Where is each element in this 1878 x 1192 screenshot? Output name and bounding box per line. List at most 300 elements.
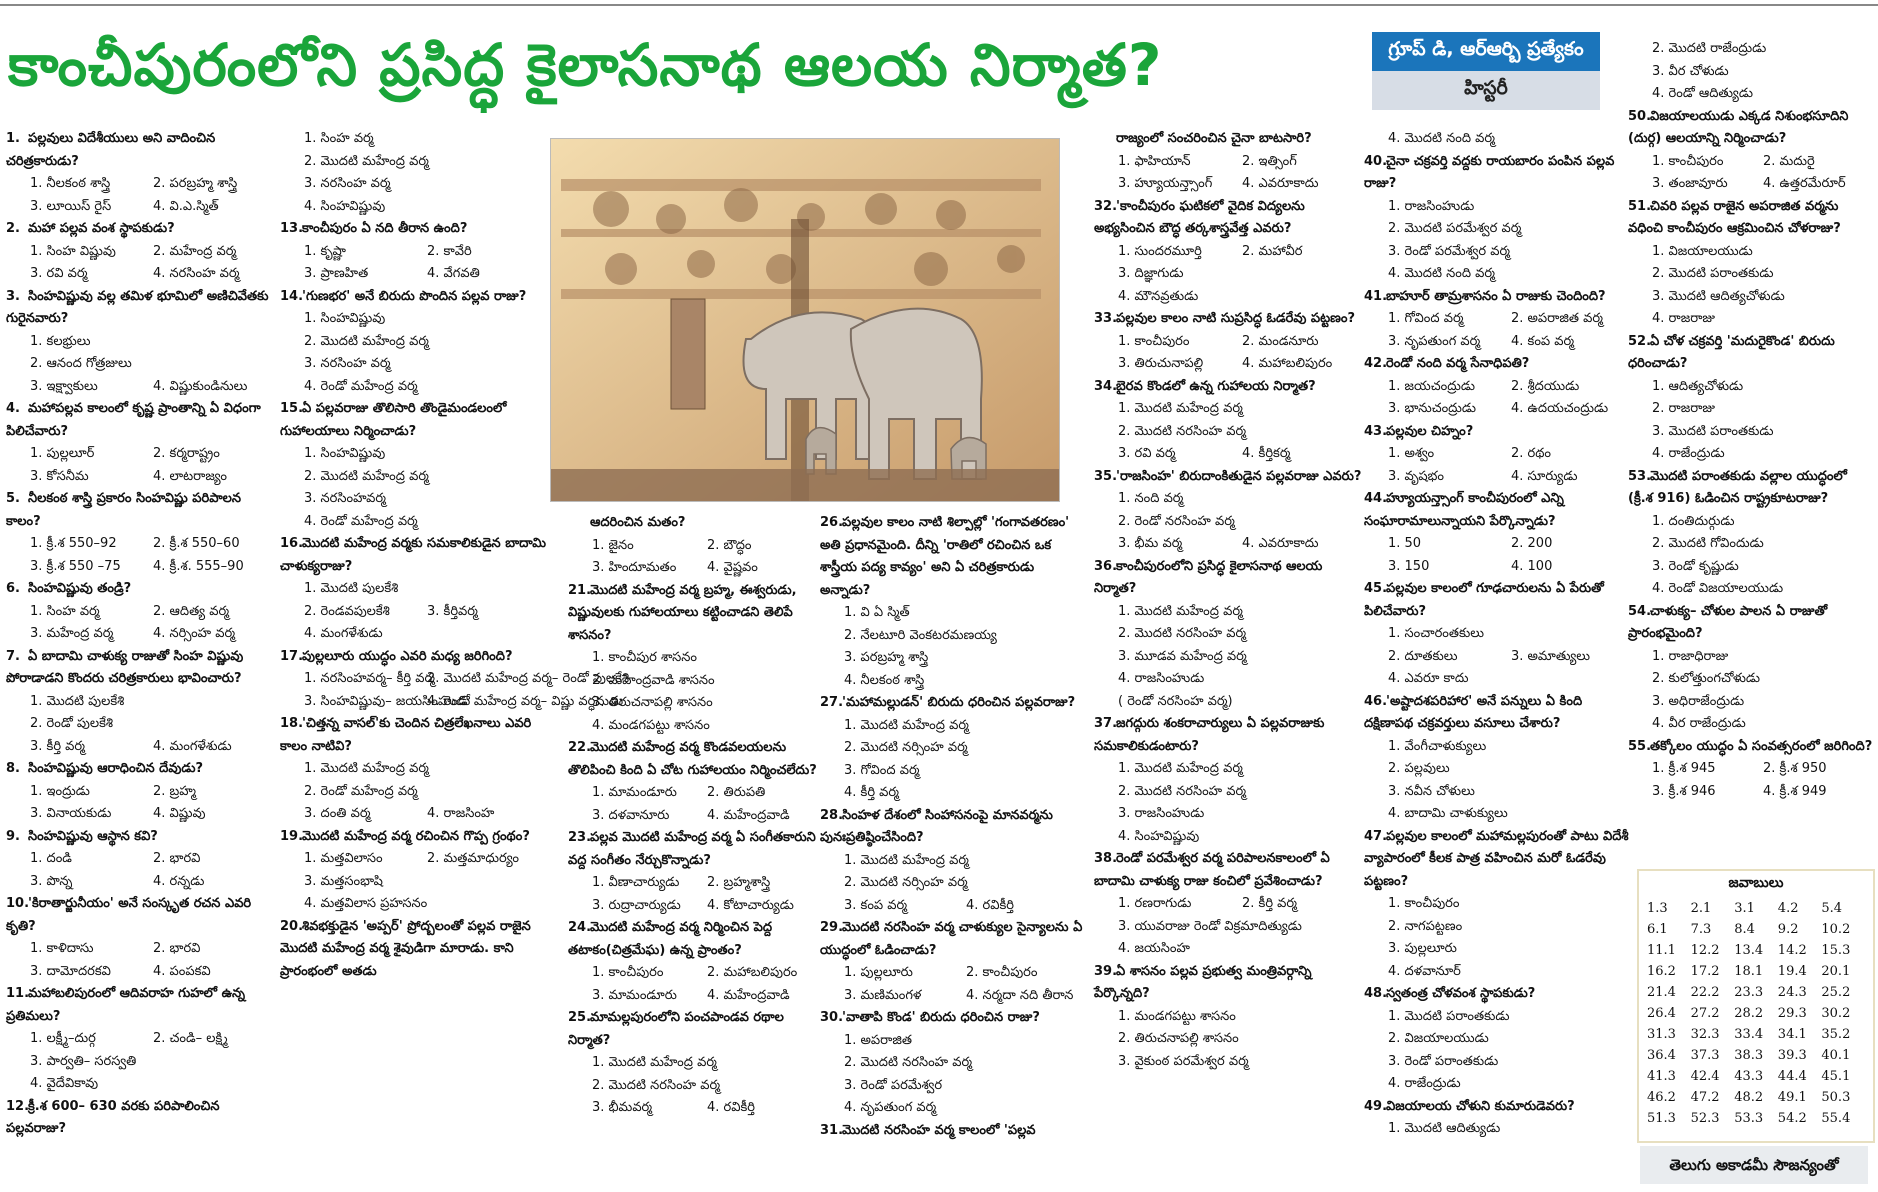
question-text [1364, 421, 1634, 444]
question-item [6, 488, 276, 578]
option [427, 466, 550, 489]
question-body: చివరి పల్లవ రాజైన అపరాజిత వర్మను వధించి కాంచీపురం ఆక్రమించిన చోళరాజు? [1628, 198, 1841, 236]
option: 3. గోవింద వర్మ [844, 762, 920, 778]
answer-entry: 52.3 [1690, 1111, 1720, 1126]
question-item [6, 218, 276, 286]
option: 3. హిందూమతం [592, 560, 677, 575]
option: 4. బాదామి చాళుక్యులు [1388, 806, 1508, 821]
question-item [1094, 848, 1366, 961]
question-number: 4. [6, 401, 20, 416]
option: 1. సింహ వర్మ [30, 603, 100, 619]
answer-entry: 43.3 [1734, 1069, 1764, 1084]
question-number: 24. [568, 920, 592, 935]
question-body: పల్లవ మొదటి మహేంద్ర వర్మ ఏ సంగీతకారుని వద్ద సంగీతం నేర్చుకొన్నాడు? [568, 830, 816, 868]
question-body: ఏ బాదామి చాళుక్య రాజుతో సింహ విష్ణువు పోరాడాడని కొందరు చరిత్రకారులు భావించారు? [6, 648, 244, 686]
question-item [1628, 736, 1874, 804]
option [427, 443, 550, 466]
option: 4. ఎవరూ కాదు [1388, 671, 1469, 686]
option: 3. తంజావూరు [1652, 176, 1728, 191]
question-item [1628, 106, 1874, 196]
option: 4. రాజసింహ [427, 806, 495, 821]
question-item [1364, 983, 1634, 1096]
option: 3. మొదటి ఆదిత్యచోళుడు [1652, 288, 1785, 304]
question-body: కాంచీపురం ఏ నది తీరాన ఉంది? [302, 221, 468, 236]
question-number: 11. [6, 986, 30, 1001]
option: 1. మొదటి పులకేశి [30, 693, 125, 709]
option: 1. మొదటి మహేంద్ర వర్మ [844, 852, 969, 868]
option: 1. దండి [30, 851, 72, 866]
answer-entry: 19.4 [1777, 964, 1807, 979]
option [1242, 781, 1366, 804]
option [1763, 398, 1874, 421]
option: 4. రెండో మహేంద్ర వర్మ– విష్ణు వర్ధనుడు [427, 693, 624, 709]
question-text [280, 826, 550, 849]
question-item [1364, 578, 1634, 691]
option-list [1628, 151, 1874, 196]
answer-entry: 34.1 [1777, 1027, 1807, 1042]
option: 1. జయచంద్రుడు [1388, 378, 1476, 394]
option: 4. వైష్ణవం [707, 560, 758, 575]
option: 1. రాజసింహుడు [1388, 198, 1475, 214]
option [1511, 803, 1634, 826]
question-number: 27. [820, 695, 844, 710]
question-item [6, 286, 276, 399]
option: 3. రుద్రాచార్యుడు [592, 897, 681, 913]
option [1511, 961, 1634, 984]
question-item [1364, 1096, 1634, 1141]
answer-entry: 21.4 [1647, 985, 1676, 1000]
option: 3. క్రీ.శ 550 –75 [30, 558, 121, 574]
option [707, 1075, 822, 1098]
question-item [280, 398, 550, 533]
option-list [1628, 511, 1874, 601]
question-item [280, 128, 550, 218]
answer-key-title: జవాబులు [1728, 875, 1784, 891]
question-body: మొదటి మహేంద్ర వర్మ బ్రహ్మ, ఈశ్వరుడు, విష్ణువులకు గుహాలయాలు కట్టించాడని తెలిపే శాసనం? [568, 582, 797, 643]
option-list [1364, 623, 1634, 691]
question-number: 8. [6, 761, 20, 776]
option [1763, 443, 1874, 466]
answer-key-grid [1639, 894, 1873, 1133]
option [1242, 1006, 1366, 1029]
question-item [1364, 488, 1634, 578]
option: 1. కాళిదాసు [30, 941, 94, 956]
option: 3. రెండో పరమేశ్వర వర్మ [1388, 243, 1511, 259]
option [1511, 263, 1634, 286]
question-text [1628, 601, 1874, 646]
option-list [280, 241, 550, 286]
option: 1. గోవింద వర్మ [1388, 311, 1464, 326]
option [1763, 691, 1874, 714]
option: 2. పరబ్రహ్మ శాస్త్రి [153, 176, 238, 191]
option: 3. కీర్తివర్మ [427, 603, 478, 619]
question-text [568, 737, 822, 782]
question-body: 'గుణభర' అనే బిరుదు పొందిన పల్లవ రాజు? [302, 288, 527, 304]
tag-exam: గ్రూప్ డి, ఆర్ఆర్బి ప్రత్యేకం [1372, 32, 1600, 71]
question-body: మహాబలిపురంలో ఆదివరాహ గుహలో ఉన్న ప్రతిమలు? [6, 986, 245, 1024]
option: 2. కీర్తి వర్మ [1242, 896, 1298, 911]
option: 3. కోసనీమ [30, 468, 89, 484]
question-text [1628, 196, 1874, 241]
option-list [6, 533, 276, 578]
option: 2. మండనూరు [1242, 333, 1319, 349]
option: 4. మహాబలిపురం [1242, 356, 1333, 371]
option: 4. కంప వర్మ [1511, 333, 1575, 349]
answer-entry: 13.4 [1734, 943, 1764, 958]
elephant-relief-illustration [551, 139, 1059, 501]
question-text [1364, 983, 1634, 1006]
option: 1. కాంచీపురం [592, 965, 664, 980]
option: 4. ఎవరూకాదు [1242, 536, 1319, 551]
question-number: 19. [280, 828, 304, 844]
answer-entry: 38.3 [1734, 1048, 1764, 1063]
question-text [1094, 848, 1366, 893]
option [1763, 286, 1874, 309]
question-text [568, 580, 822, 648]
question-item [568, 580, 822, 738]
option [1242, 263, 1366, 286]
option: 4. మౌనవ్రతుడు [1118, 288, 1199, 304]
option-list [820, 715, 1088, 805]
question-number: 10. [6, 896, 30, 911]
option-list [1094, 398, 1366, 466]
option: 2. మొదటి నర్సింహ వర్మ [844, 875, 968, 890]
option-list [1364, 376, 1634, 421]
option: 2. విజయాలయుడు [1388, 1031, 1489, 1046]
option: 3. రవి వర్మ [1118, 446, 1176, 461]
option [153, 353, 276, 376]
question-body: మహా పల్లవ వంశ స్థాపకుడు? [28, 221, 175, 236]
page-headline: కాంచీపురంలోని ప్రసిద్ధ కైలాసనాథ ఆలయ నిర్మాత? [8, 31, 1163, 99]
question-number: 53. [1628, 468, 1652, 484]
option [707, 1052, 822, 1075]
question-item [1628, 331, 1874, 466]
question-body: పల్లవుల కాలం నాటి సుప్రసిద్ధ ఓడరేవు పట్టణం? [1116, 311, 1356, 326]
option: 3. ఇక్ష్వాకులు [30, 378, 98, 394]
option: 3. రెండో కృష్ణుడు [1652, 558, 1739, 574]
answer-entry: 33.4 [1734, 1027, 1764, 1042]
question-number: 54. [1628, 603, 1652, 619]
option [1242, 938, 1366, 961]
option [966, 1075, 1088, 1098]
option: 4. కీర్తికర్మ [1242, 446, 1291, 461]
option: 2. రెండో పులకేశి [30, 716, 114, 731]
answer-entry: 9.2 [1777, 922, 1799, 937]
option [427, 893, 550, 916]
tag-subject: హిస్టరీ [1372, 71, 1600, 110]
option: 1. కాంచీపురం [1652, 153, 1724, 169]
question-body: మొదటి మహేంద్ర వర్మకు సమకాలికుడైన బాదామి చాళుక్యరాజు? [280, 536, 547, 574]
answer-entry: 5.4 [1821, 901, 1843, 916]
option: 4. నర్మదా నది తీరాన [966, 987, 1074, 1003]
option: 2. మొదటి నరసింహ వర్మ [592, 1077, 721, 1093]
option: 3. కంప వర్మ [844, 897, 908, 913]
question-body: ఏ పల్లవరాజు తొలిసారి తొండైమండలంలో గుహాలయాలు నిర్మించాడు? [280, 401, 507, 439]
answer-entry: 51.3 [1647, 1111, 1676, 1126]
option: 1. మొదటి మహేంద్ర వర్మ [1118, 401, 1243, 416]
option-list [1364, 1006, 1634, 1096]
question-item [280, 218, 550, 286]
option: 2. మొదటి నరసింహ వర్మ [844, 1055, 973, 1070]
option: 1. ఆదిత్యచోళుడు [1652, 378, 1744, 394]
option [1511, 893, 1634, 916]
option: 2. శ్రీదయుడు [1511, 378, 1580, 394]
option [707, 692, 822, 715]
option: 3. మత్తసంభాషి [304, 873, 383, 889]
question-number: 28. [820, 807, 844, 823]
option: 2. మహేంద్ర వర్మ [153, 243, 237, 259]
question-item [1094, 128, 1366, 196]
question-body: సింహళ దేశంలో సింహాసనంపై మానవర్మను పునఃప్రతిష్ఠించేసింది? [820, 807, 1053, 845]
option: 1. అపరాజిత [844, 1032, 912, 1048]
option-list [6, 691, 276, 759]
answer-entry: 46.2 [1647, 1090, 1676, 1105]
question-number: 31. [820, 1122, 844, 1138]
option: ( రెండో నరసింహ వర్మ) [1118, 693, 1233, 709]
question-text [1094, 713, 1366, 758]
question-body: కాంచీపురంలోని ప్రసిద్ధ కైలాసనాథ ఆలయ నిర్మాత? [1094, 558, 1323, 596]
question-item [568, 737, 822, 827]
option: 3. దంతి వర్మ [304, 806, 371, 821]
question-number: 30. [820, 1010, 844, 1025]
option: 2. భారవి [153, 851, 201, 866]
option: 2. భారవి [153, 941, 201, 956]
option: 2. కులోత్తుంగచోళుడు [1652, 671, 1761, 686]
option [1511, 128, 1634, 151]
question-body: రెండో నంది వర్మ సేనాధిపతి? [1386, 356, 1530, 371]
answer-entry: 17.2 [1690, 964, 1720, 979]
answer-entry: 44.4 [1777, 1069, 1807, 1084]
answer-entry: 54.2 [1777, 1111, 1807, 1126]
question-text [6, 578, 276, 601]
option: 4. నర్సింహ వర్మ [153, 626, 236, 641]
option: 2. బ్రహ్మ [153, 783, 197, 799]
question-number: 37. [1094, 716, 1118, 731]
option [1242, 1051, 1366, 1074]
option: 3. వృషభం [1388, 468, 1445, 484]
option: 3. లూయిస్ రైస్ [30, 198, 112, 214]
option: 3. సింహవిష్ణువు– జయసింహుడు [304, 693, 471, 709]
option [1511, 1118, 1634, 1141]
option: 4. సింహవిష్ణువు [1118, 828, 1200, 844]
section-tag [1372, 32, 1600, 110]
question-body: పల్లవుల కాలంలో గూఢచారులను ఏ పేరుతో పిలిచేవారు? [1364, 581, 1604, 619]
question-text [1364, 353, 1634, 376]
question-text [1364, 578, 1634, 623]
option: 1. మొదటి మహేంద్ర వర్మ [1118, 761, 1243, 776]
answer-entry: 45.1 [1821, 1069, 1851, 1084]
option: 1. పుల్లలూరు [844, 965, 913, 980]
option: 4. నృపతుంగ వర్మ [844, 1100, 937, 1115]
question-item [820, 805, 1088, 918]
question-number: 42. [1364, 356, 1388, 371]
question-item [6, 128, 276, 218]
question-item [280, 713, 550, 826]
option: 1. నీలకంఠ శాస్త్రి [30, 176, 111, 191]
question-text [1628, 466, 1874, 511]
question-body: పల్లవుల కాలంలో మహామల్లపురంతో పాటు విదేశీ వ్యాపారంలో కీలక పాత్ర వహించిన మరో ఓడరేవు పట్టణం? [1364, 828, 1629, 889]
answer-entry: 30.2 [1821, 1006, 1851, 1021]
option [1242, 488, 1366, 511]
option: 2. మొదటి మహేంద్ర వర్మ [304, 333, 429, 349]
question-number: 5. [6, 491, 20, 506]
question-number: 7. [6, 648, 20, 664]
option: 3. మొదటి పరాంతకుడు [1652, 423, 1774, 439]
question-number: 38. [1094, 851, 1118, 866]
option: 4. వేగవతి [427, 266, 480, 281]
option: 2. అపరాజిత వర్మ [1511, 311, 1603, 326]
option: 2. మొదటి మహేంద్ర వర్మ [304, 153, 429, 169]
option [1763, 421, 1874, 444]
option: 1. మామండూరు [592, 785, 677, 800]
option-list [1094, 601, 1366, 714]
option [966, 625, 1088, 648]
option [427, 623, 550, 646]
answer-entry: 48.2 [1734, 1090, 1764, 1105]
option: 1. అశ్వం [1388, 446, 1435, 461]
option: 1. కాంచీపుర శాసనం [592, 650, 697, 665]
option-list [1094, 1006, 1366, 1074]
option-list [6, 1028, 276, 1096]
question-body: 'అష్టాదశపరిహార' అనే పన్నులు ఏ కింది దక్షిణాపథ చక్రవర్తులు వసూలు చేశారు? [1364, 693, 1583, 731]
option [966, 715, 1088, 738]
question-text [280, 286, 550, 309]
option-list [568, 962, 822, 1007]
question-number: 40. [1364, 153, 1388, 169]
question-item [280, 826, 550, 916]
question-text [280, 398, 550, 443]
question-number: 3. [6, 288, 20, 304]
option [966, 670, 1088, 693]
question-number: 48. [1364, 986, 1388, 1001]
question-body: మొదటి నరసింహ వర్మ కాలంలో 'పల్లవ [842, 1122, 1036, 1138]
question-text [1364, 286, 1634, 309]
question-text [1628, 106, 1874, 151]
question-text [6, 488, 276, 533]
option [1763, 61, 1874, 84]
question-body: విజయాలయుడు ఎక్కడ నిశుంభసూదిని (దుర్గ) ఆలయాన్ని నిర్మించాడు? [1628, 108, 1849, 146]
option: 2. 200 [1511, 536, 1553, 551]
option: 4. మొదటి నంది వర్మ [1388, 131, 1495, 146]
option-list [1628, 376, 1874, 466]
question-body: చైనా చక్రవర్తి వద్దకు రాయబారం పంపిన పల్లవ రాజు? [1364, 153, 1615, 191]
option: 3. మణిమంగళ [844, 987, 922, 1003]
question-item [6, 646, 276, 759]
question-item [6, 398, 276, 488]
question-body: బైరవ కొండలో ఉన్న గుహాలయ నిర్మాత? [1116, 378, 1316, 394]
option [427, 758, 550, 781]
question-text [6, 758, 276, 781]
option: 4. జయసింహ [1118, 941, 1190, 956]
option-list [1094, 151, 1366, 196]
question-body: ఏ శాసనం పల్లవ ప్రభుత్వ మంత్రివర్గాన్ని పేర్కొన్నది? [1094, 963, 1312, 1001]
option: 3. నరసింహ వర్మ [304, 176, 391, 191]
option: 4. సూర్యుడు [1511, 468, 1578, 484]
option: 3. తిరుచనాపల్లి శాసనం [592, 695, 713, 710]
option: 3. భానుచంద్రుడు [1388, 401, 1476, 416]
answer-entry: 6.1 [1647, 922, 1668, 937]
question-number: 23. [568, 830, 592, 845]
option: 3. దళవానూరు [592, 807, 670, 823]
option: 3. రెండో పరమేశ్వర [844, 1077, 943, 1093]
question-text [820, 805, 1088, 850]
question-body: మొదటి పరాంతకుడు వల్లాల యుద్ధంలో (క్రీ.శ 916) ఓడించిన రాష్ట్రకూటరాజు? [1628, 468, 1847, 506]
question-text [1364, 1096, 1634, 1119]
option [1242, 421, 1366, 444]
question-number: 49. [1364, 1098, 1388, 1114]
question-text [568, 827, 822, 872]
option-list [1364, 308, 1634, 353]
answer-key-box [1637, 869, 1875, 1143]
question-body: మొదటి నరసింహ వర్మ చాళుక్యుల సైన్యాలను ఏ యుద్ధంలో ఓడించాడు? [820, 920, 1083, 958]
option [153, 691, 276, 714]
option [1242, 826, 1366, 849]
option: 1. మొదటి పరాంతకుడు [1388, 1008, 1510, 1024]
option [966, 1030, 1088, 1053]
option: 1. నరసింహవర్మ– కీర్తి వర్మ [304, 671, 436, 686]
question-item [820, 1007, 1088, 1120]
question-number: 50. [1628, 108, 1652, 124]
option: 4. మహేంద్రవాడి [707, 807, 790, 823]
option: 4. క్రీ.శ 949 [1763, 783, 1827, 799]
option-list [1094, 331, 1366, 376]
option [707, 647, 822, 670]
answer-entry: 20.1 [1821, 964, 1851, 979]
option [1242, 916, 1366, 939]
option: 3. మామండూరు [592, 987, 677, 1003]
question-body: పుల్లలూరు యుద్ధం ఎవరి మధ్య జరిగింది? [302, 648, 513, 664]
question-number: 41. [1364, 288, 1388, 304]
option-list [6, 443, 276, 488]
option: 4. రాజేంద్రుడు [1652, 446, 1725, 461]
question-text [1364, 151, 1634, 196]
option: 3. నరసింహ వర్మ [304, 356, 391, 371]
option [427, 151, 550, 174]
option-list [6, 601, 276, 646]
option: 1. మొదటి మహేంద్ర వర్మ [1118, 603, 1243, 619]
option: 4. వీర రాజేంద్రుడు [1652, 716, 1746, 731]
option [1511, 1073, 1634, 1096]
question-body: రెండో పరమేశ్వర వర్మ పరిపాలనకాలంలో ఏ బాదామి చాళుక్య రాజు కంచిలో ప్రవేశించాడు? [1094, 851, 1330, 889]
option [427, 196, 550, 219]
option: 2. రాజరాజు [1652, 401, 1715, 416]
question-text [1094, 556, 1366, 601]
option: 2. రెండవపులకేశి [304, 603, 390, 619]
option: 2. మహావీర [1242, 243, 1303, 259]
question-number: 2. [6, 221, 20, 236]
answer-entry: 11.1 [1647, 943, 1676, 958]
question-item [1364, 691, 1634, 826]
option: 2. ఆదిత్య వర్మ [153, 603, 230, 619]
option [966, 1097, 1088, 1120]
question-text [6, 1096, 276, 1141]
question-item [1094, 376, 1366, 466]
option: 4. క్రీ.శ. 555–90 [153, 558, 244, 574]
question-item [1094, 556, 1366, 714]
option [1763, 556, 1874, 579]
option: 1. మొదటి మహేంద్ర వర్మ [592, 1055, 717, 1070]
answer-entry: 35.2 [1821, 1027, 1851, 1042]
question-body: హ్యూయన్త్సాంగ్ కాంచీపురంలో ఎన్ని సంఘారామాలున్నాయని పేర్కొన్నాడు? [1364, 491, 1564, 529]
option-list [1364, 128, 1634, 151]
option-list [6, 173, 276, 218]
option: 4. రన్నడు [153, 873, 205, 889]
option: 4. మహేంద్రవాడి [707, 987, 790, 1003]
answer-entry: 49.1 [1777, 1090, 1807, 1105]
option: 1. రణరాగుడు [1118, 896, 1192, 911]
question-number: 52. [1628, 333, 1652, 349]
option-list [820, 602, 1088, 692]
